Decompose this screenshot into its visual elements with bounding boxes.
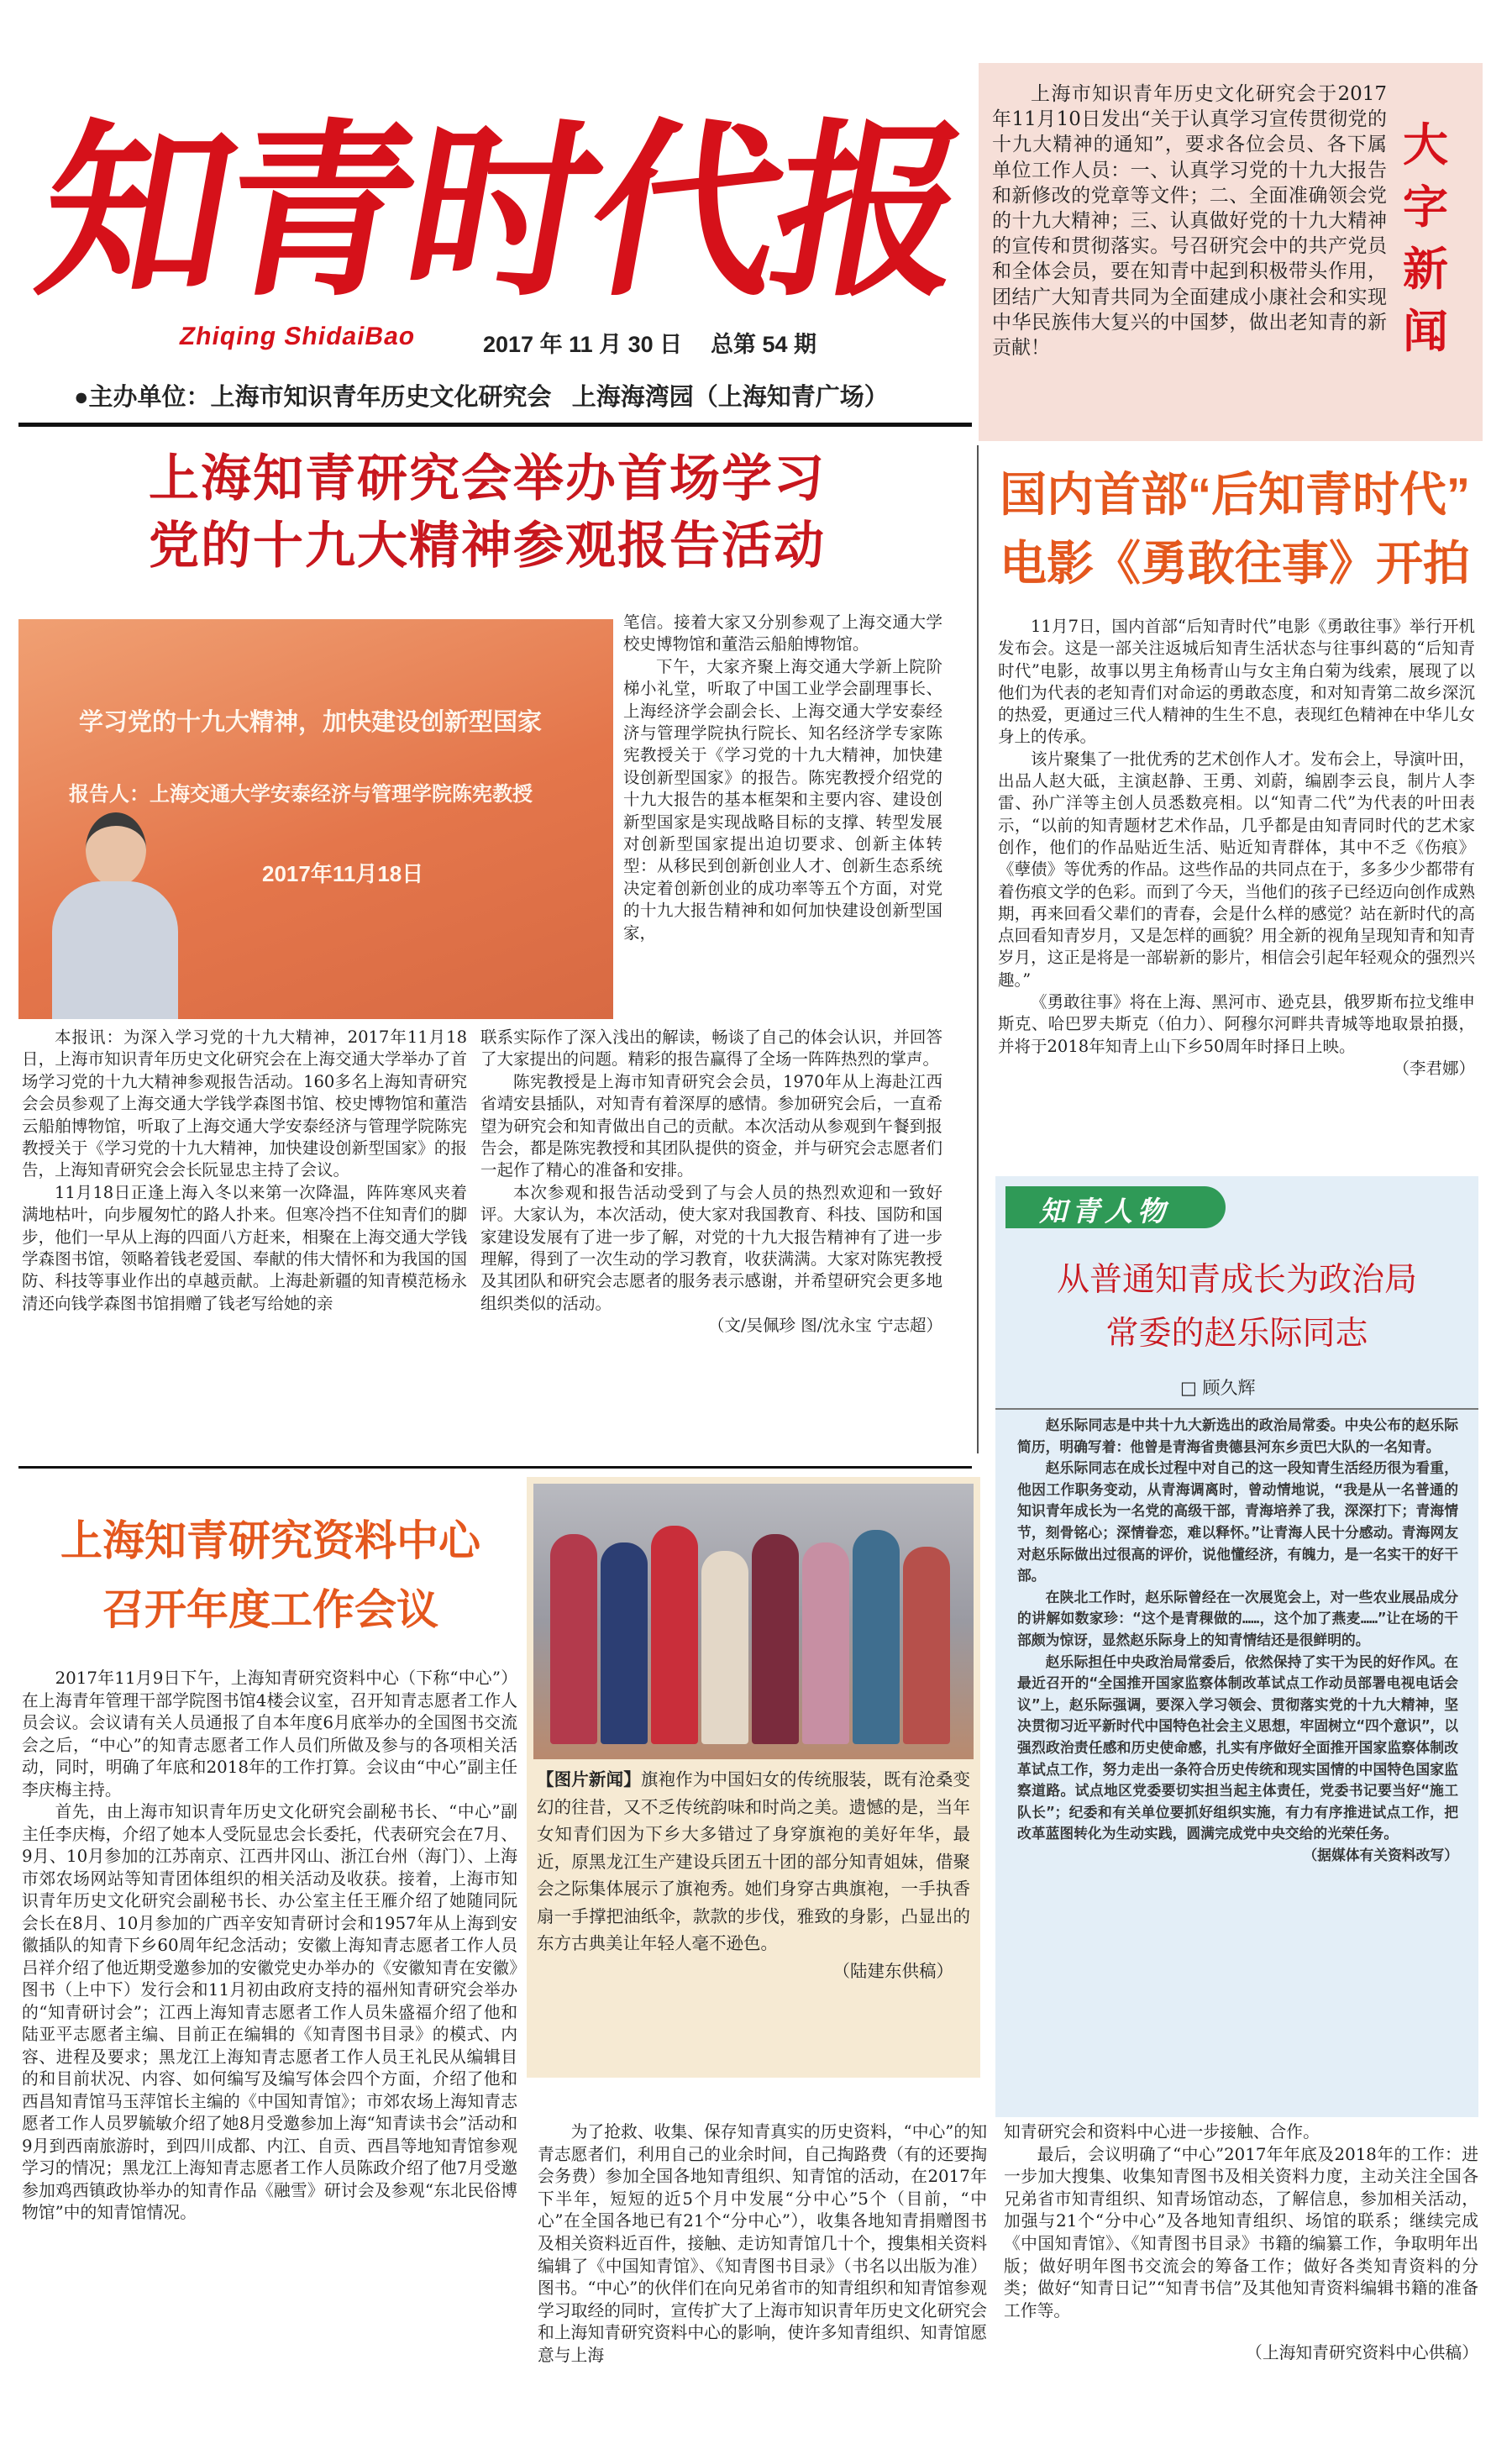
paragraph: 联系实际作了深入浅出的解读，畅谈了自己的体会认识，并回答了大家提出的问题。精彩的报告赢得了全场一阵阵热烈的掌声。 [480,1027,942,1069]
figure [752,1534,799,1744]
article4-headline [18,1506,522,1644]
paragraph: 本报讯：为深入学习党的十九大精神，2017年11月18日，上海市知识青年历史文化研究会在上海交通大学举办了首场学习党的十九大精神参观报告活动。160多名上海知青研究会会员参观了上海交通大学钱学森图书馆、校史博物馆和董浩云船舶博物馆，听取了上海交通大学安泰经济与管理学院陈宪教授关于《学习党的十九大精神，加快建设创新型国家》的报告，上海知青研究会会长阮显忠主持了会议。 [22,1027,467,1180]
article3-author: □ 顾久辉 [1180,1378,1256,1398]
issue-number: 总第 54 期 [711,332,817,357]
masthead-pinyin: Zhiqing ShidaiBao [177,323,418,350]
figure [550,1534,597,1744]
paragraph: 在陕北工作时，赵乐际曾经在一次展览会上，对一些农业展品成分的讲解如数家珍：“这个是青稞做的……，这个加了燕麦……”让在场的干部颇为惊讶，显然赵乐际身上的知青情结还是很鲜明的。 [1017,1588,1458,1648]
paragraph: 本次参观和报告活动受到了与会人员的热烈欢迎和一致好评。大家认为，本次活动，使大家对我国教育、科技、国防和国家建设发展有了进一步了解，对党的十九大报告精神有了进一步理解，得到了一次生动的学习教育，收获满满。大家对陈宪教授及其团队和研究会志愿者的服务表示感谢，并希望研究会更多地组织类似的活动。 [480,1182,942,1313]
article4-right-text [1004,2121,1478,2365]
speaker-head [86,812,146,886]
article3-headline-line1: 从普通知青成长为政治局 [1056,1261,1417,1299]
figure [853,1530,900,1744]
masthead-rule [18,423,972,427]
article2-headline [983,460,1487,598]
article1-headline-line2: 党的十九大精神参观报告活动 [149,517,826,575]
profile-box [995,1176,1478,2117]
paragraph: 2017年11月9日下午，上海知青研究资料中心（下称“中心”）在上海青年管理干部学院图书馆4楼会议室，召开知青志愿者工作人员会议。会议请有关人员通报了自本年度6月底举办的全国图书交流会之后，“中心”的知青志愿者工作人员们所做及参与的各项相关活动，同时，明确了年底和2018年的工作打算。会议由“中心”副主任李庆梅主持。 [22,1669,517,1800]
figure [903,1547,950,1744]
speaker-figure [27,812,203,1019]
paragraph: 赵乐际同志在成长过程中对自己的这一段知青生活经历很为看重，他因工作职务变动，从青海调离时，曾动情地说，“我是从一名普通的知识青年成长为一名党的高级干部，青海培养了我，深深打下；青海情节，刻骨铭心；深情眷恋，难以释怀。”让青海人民十分感动。青海网友对赵乐际做出过很高的评价，说他懂经济，有魄力，是一名实干的好干部。 [1017,1459,1458,1584]
paragraph: 首先，由上海市知识青年历史文化研究会副秘书长、“中心”副主任李庆梅，介绍了她本人受阮显忠会长委托，代表研究会在7月、9月、10月参加的江苏南京、江西井冈山、浙江台州（海门）、上海市郊农场网站等知青团体组织的相关活动及收获。接着，上海市知识青年历史文化研究会副秘书长、办公室主任王雁介绍了她随同阮会长在8月、10月参加的广西辛安知青研讨会和1957年从上海到安徽插队的知青下乡60周年纪念活动；安徽上海知青志愿者工作人员吕祥介绍了他近期受邀参加的安徽党史办举办的《安徽知青在安徽》图书（上中下）发行会和11月初由政府支持的福州知青研究会举办的“知青研讨会”；江西上海知青志愿者工作人员朱盛福介绍了他和陆亚平志愿者主编、目前正在编辑的《知青图书目录》的模式、内容、进程及要求；黑龙江上海知青志愿者工作人员王礼民从编辑目的和目前状况、内容、如何编写及编写体会四个方面，介绍了他和西昌知青馆马玉萍馆长主编的《中国知青馆》；市郊农场上海知青志愿者工作人员罗毓敏介绍了她8月受邀参加上海“知青读书会”活动和9月到西南旅游时，到四川成都、内江、自贡、西昌等地知青馆参观学习的情况；黑龙江上海知青志愿者工作人员陈政介绍了他7月受邀参加鸡西镇政协举办的知青作品《融雪》研讨会及参观“东北民俗博物馆”中的知青馆情况。 [22,1802,517,2222]
article4-credit: （上海知青研究资料中心供稿） [1246,2343,1478,2363]
article2-headline-line1: 国内首部“后知青时代” [1000,468,1470,521]
photo-news-box [527,1477,980,2078]
author-rule [995,1408,1478,1410]
big-news-box [979,63,1483,441]
article3-text [1017,1415,1458,1866]
article3-headline [995,1253,1478,1361]
paragraph: 陈宪教授是上海市知青研究会会员，1970年从上海赴江西省靖安县插队，对知青有着深厚的感情。参加研究会后，一直希望为研究会和知青做出自己的贡献。本次活动从参观到午餐到报告会，都是陈宪教授和其团队提供的资金，并与研究会志愿者们一起作了精心的准备和安排。 [480,1071,942,1180]
figure [802,1542,849,1744]
paragraph: 《勇敢往事》将在上海、黑河市、逊克县，俄罗斯布拉戈维申斯克、哈巴罗夫斯克（伯力）、阿穆尔河畔共青城等地取景拍摄，并将于2018年知青上山下乡50周年时择日上映。 [998,992,1475,1056]
big-news-text: 上海市知识青年历史文化研究会于2017年11月10日发出“关于认真学习宣传贯彻党的十九大精神的通知”，要求各位会员、各下属单位工作人员：一、认真学习党的十九大报告和新修改的党章等文件；二、全面准确领会党的十九大精神；三、认真做好党的十九大精神的宣传和贯彻落实。号召研究会中的共产党员和全体会员，要在知青中起到积极带头作用，团结广大知青共同为全面建成小康社会和实现中华民族伟大复兴的中国梦，做出老知青的新贡献！ [992,83,1387,360]
speaker-body [52,881,178,1019]
article4-left-text [22,1668,517,2225]
group-figures [550,1526,962,1753]
article2-text [998,616,1475,1080]
photo-news-label: 【图片新闻】 [537,1770,641,1789]
figure [651,1526,698,1744]
paragraph: 11月7日，国内首部“后知青时代”电影《勇敢往事》举行开机发布会。这是一部关注返城后知青生活状态与往事纠葛的“后知青时代”电影，故事以男主角杨青山与女主角白菊为线索，展现了以他们为代表的老知青们对命运的勇敢态度，和对知青第二故乡深沉的热爱，更通过三代人精神的生生不息，表现红色精神在中华儿女身上的传承。 [998,617,1475,747]
photo-banner-date: 2017年11月18日 [262,861,424,886]
figure [601,1542,648,1744]
article1-photo [18,619,613,1019]
paragraph: 最后，会议明确了“中心”2017年年底及2018年的工作：进一步加大搜集、收集知青图书及相关资料力度，主动关注全国各兄弟省市知青组织、知青场馆动态，了解信息，参加相关活动，加强与21个“分中心”及各地知青组织、场馆的联系；继续完成《中国知青馆》、《知青图书目录》书籍的编纂工作，争取明年出版；做好明年图书交流会的筹备工作；做好各类知青资料的分类；做好“知青日记”“知青书信”及其他知青资料编辑书籍的准备工作等。 [1004,2144,1478,2320]
photo-banner-line1: 学习党的十九大精神，加快建设创新型国家 [79,709,543,736]
article2-credit: （李君娜） [1393,1058,1475,1078]
paragraph: 11月18日正逢上海入冬以来第一次降温，阵阵寒风夹着满地枯叶，向步履匆忙的路人扑来。但寒冷挡不住知青们的脚步，他们一早从上海的四面八方赶来，相聚在上海交通大学钱学森图书馆，领略着钱老爱国、奉献的伟大情怀和为我国的国防、科技等事业作出的卓越贡献。上海赴新疆的知青模范杨永清还向钱学森图书馆捐赠了钱老写给她的亲 [22,1182,467,1313]
article1-credit: （文/吴佩珍 图/沈永宝 宁志超） [707,1316,942,1336]
issue-date: 2017 年 11 月 30 日 [483,332,683,357]
photo-news-credit: （陆建东供稿） [832,1961,953,1981]
photo-news-caption [537,1767,970,1985]
article3-headline-line2: 常委的赵乐际同志 [1105,1315,1368,1353]
article1-right-bottom-text [480,1027,942,1337]
paragraph: 笔信。接着大家又分别参观了上海交通大学校史博物馆和董浩云船舶博物馆。 [623,612,942,654]
article4-mid-text [538,2121,987,2368]
article1-headline-line1: 上海知青研究会举办首场学习 [149,449,826,508]
section-label-badge [1005,1186,1226,1228]
masthead-title: 知青时代报 [24,101,979,322]
sponsor-line: ●主办单位：上海市知识青年历史文化研究会 上海海湾园（上海知青广场） [74,384,889,411]
article3-credit: （据媒体有关资料改写） [1303,1846,1458,1863]
paragraph: 该片聚集了一批优秀的艺术创作人才。发布会上，导演叶田，出品人赵大砥，主演赵静、王勇、刘蔚，编剧李云良，制片人李雷、孙广洋等主创人员悉数亮相。以“知青二代”为代表的叶田表示，“以前的知青题材艺术作品，几乎都是由知青同时代的艺术家创作，他们的作品贴近生活、贴近知青群体，其中不乏《伤痕》《孽债》等优秀的作品。这些作品的共同点在于，多多少少都带有着伤痕文学的色彩。而到了今天，当他们的孩子已经迈向创作成熟期，再来回看父辈们的青春，会是什么样的感觉？站在新时代的高点回看知青岁月，又是怎样的画貌？用全新的视角呈现知青和知青岁月，这正是将是一部崭新的影片，相信会引起年轻观众的强烈兴趣。” [998,749,1475,990]
article4-headline-line1: 上海知青研究资料中心 [60,1517,480,1564]
figure [701,1551,748,1744]
column-rule [977,445,979,1453]
photo-news-text: 旗袍作为中国妇女的传统服装，既有沧桑变幻的往昔，又不乏传统韵味和时尚之美。遗憾的是，当年女知青们因为下乡大多错过了身穿旗袍的美好年华，最近，原黑龙江生产建设兵团五十团的部分知青姐妹，借聚会之际集体展示了旗袍秀。她们身穿古典旗袍，一手执香扇一手撑把油纸伞，款款的步伐，雅致的身影，凸显出的东方古典美让年轻人毫不逊色。 [537,1770,970,1953]
section-label: 知青人物 [1039,1195,1170,1227]
article1-left-text [22,1027,467,1315]
article2-headline-line2: 电影《勇敢往事》开拍 [1000,537,1470,590]
paragraph: 知青研究会和资料中心进一步接触、合作。 [1004,2122,1320,2142]
article1-headline [50,445,924,580]
photo-banner-line2: 报告人：上海交通大学安泰经济与管理学院陈宪教授 [69,783,533,806]
big-news-label: 大字新闻 [1403,118,1448,358]
article1-right-top-text [623,612,942,944]
paragraph: 下午，大家齐聚上海交通大学新上院阶梯小礼堂，听取了中国工业学会副理事长、上海经济学会副会长、上海交通大学安泰经济与管理学院执行院长、知名经济学专家陈宪教授关于《学习党的十九大精神，加快建设创新型国家》的报告。陈宪教授介绍党的十九大报告的基本框架和主要内容、建设创新型国家是实现战略目标的支撑、转型发展对创新型国家提出迫切要求、创新主体转型：从移民到创新创业人才、创新生态系统决定着创新创业的成功率等五个方面，对党的十九大报告精神和如何加快建设创新型国家， [623,656,942,943]
paragraph: 赵乐际担任中央政治局常委后，依然保持了实干为民的好作风。在最近召开的“全国推开国家监察体制改革试点工作动员部署电视电话会议”上，赵乐际强调，要深入学习领会、贯彻落实党的十九大精神，坚决贯彻习近平新时代中国特色社会主义思想，牢固树立“四个意识”，以强烈政治责任感和历史使命感，扎实有序做好全面推开国家监察体制改革试点工作，努力走出一条符合历史传统和现实国情的中国特色国家监察道路。试点地区党委要切实担当起主体责任，党委书记要当好“施工队长”；纪委和有关单位要抓好组织实施，有力有序推进试点工作，把改革蓝图转化为生动实践，圆满完成党中央交给的光荣任务。 [1017,1653,1458,1842]
section-divider-left [18,1466,972,1469]
paragraph: 赵乐际同志是中共十九大新选出的政治局常委。中央公布的赵乐际简历，明确写着：他曾是青海省贵德县河东乡贡巴大队的一名知青。 [1017,1416,1458,1455]
masthead [18,84,979,336]
paragraph: 为了抢救、收集、保存知青真实的历史资料，“中心”的知青志愿者们，利用自己的业余时间，自己掏路费（有的还要掏会务费）参加全国各地知青组织、知青馆的活动，在2017年下半年，短短的近5个月中发展“分中心”5个（目前，“中心”在全国各地已有21个“分中心”），收集各地知青捐赠图书及相关资料近百件，接触、走访知青馆几十个，搜集相关资料编辑了《中国知青馆》、《知青图书目录》（书名以出版为准）图书。“中心”的伙伴们在向兄弟省市的知青组织和知青馆参观学习取经的同时，宣传扩大了上海市知识青年历史文化研究会和上海知青研究资料中心的影响，使许多知青组织、知青馆愿意与上海 [538,2122,987,2365]
article4-headline-line2: 召开年度工作会议 [102,1586,438,1633]
photo-news-image [533,1484,974,1759]
